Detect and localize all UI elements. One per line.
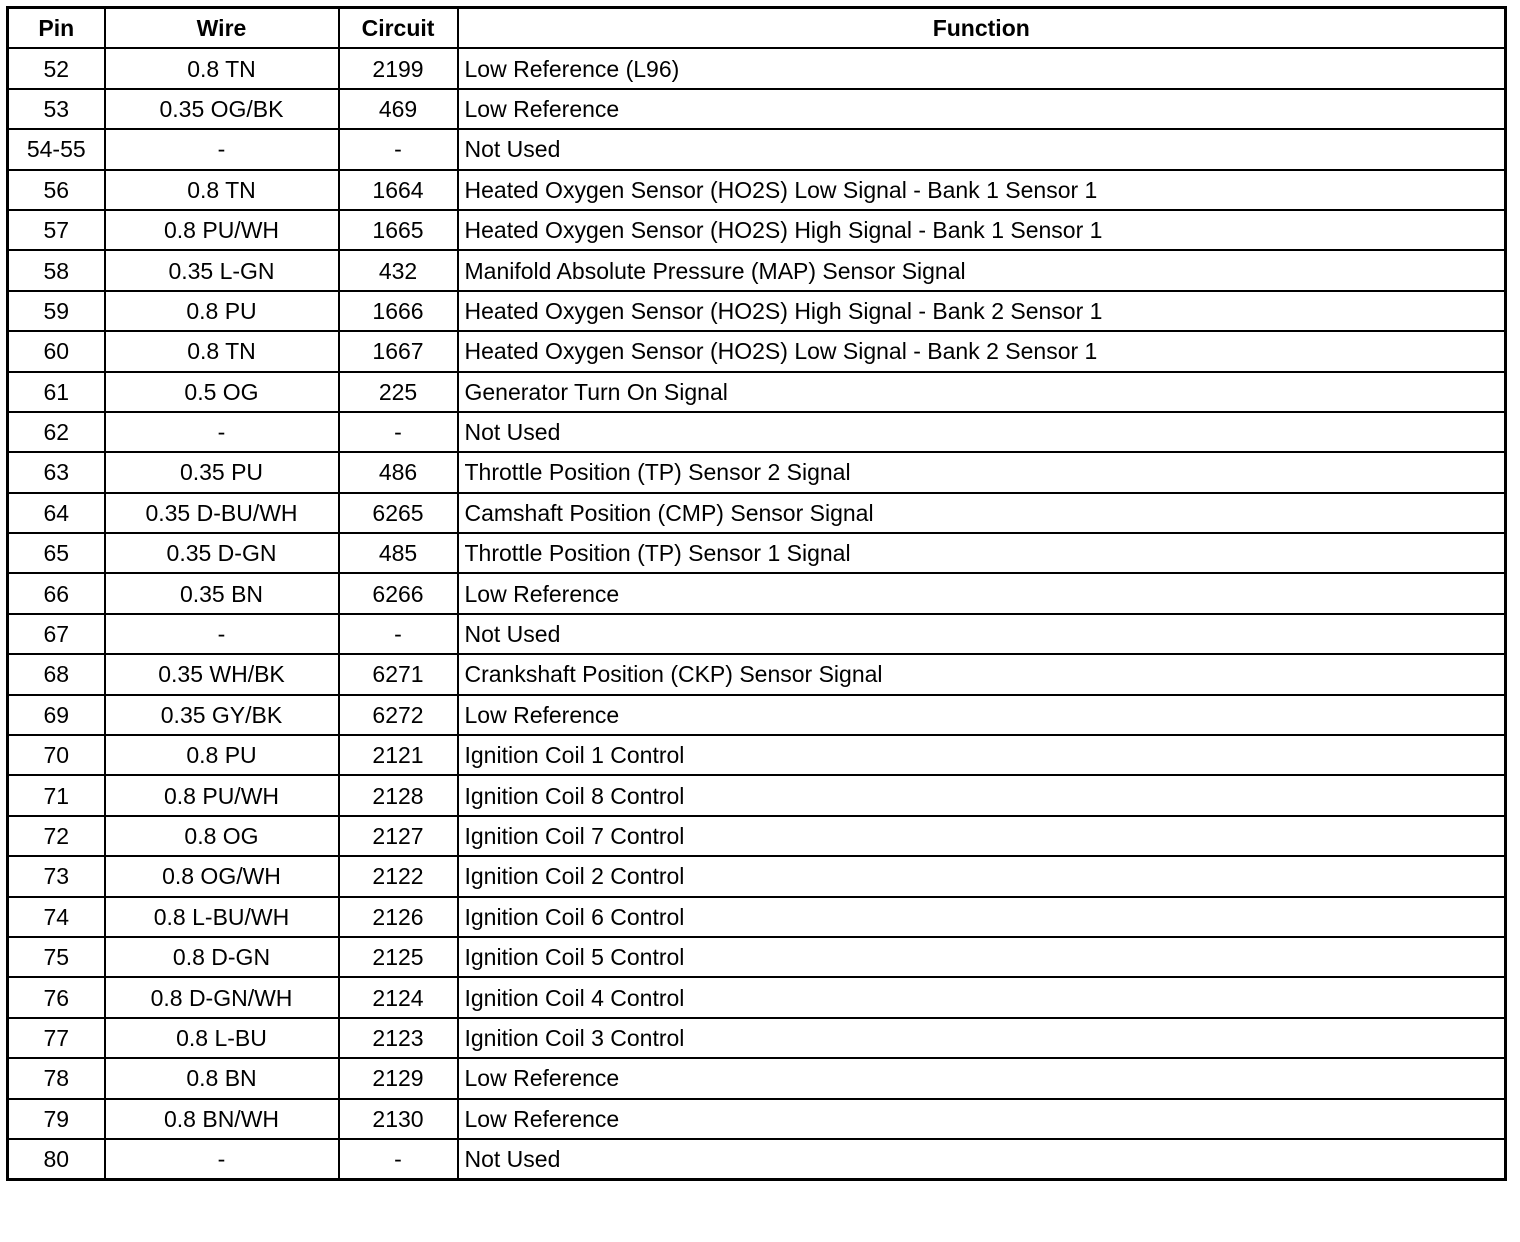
cell-circuit: - — [339, 129, 458, 169]
cell-circuit: 486 — [339, 452, 458, 492]
cell-pin: 64 — [8, 493, 105, 533]
cell-pin: 52 — [8, 48, 105, 88]
table-row — [8, 816, 1506, 856]
cell-circuit: - — [339, 1139, 458, 1180]
cell-wire: - — [105, 614, 339, 654]
table-row — [8, 452, 1506, 492]
cell-pin: 76 — [8, 977, 105, 1017]
cell-circuit: 2128 — [339, 775, 458, 815]
table-row — [8, 573, 1506, 613]
cell-function: Not Used — [458, 614, 1506, 654]
cell-function: Crankshaft Position (CKP) Sensor Signal — [458, 654, 1506, 694]
cell-circuit: 2126 — [339, 897, 458, 937]
cell-circuit: 2124 — [339, 977, 458, 1017]
table-row — [8, 372, 1506, 412]
cell-pin: 80 — [8, 1139, 105, 1180]
table-header — [8, 8, 1506, 49]
cell-pin: 72 — [8, 816, 105, 856]
cell-function: Low Reference — [458, 695, 1506, 735]
cell-function: Not Used — [458, 129, 1506, 169]
cell-circuit: 6272 — [339, 695, 458, 735]
header-function: Function — [458, 8, 1506, 49]
cell-pin: 75 — [8, 937, 105, 977]
cell-pin: 69 — [8, 695, 105, 735]
cell-function: Heated Oxygen Sensor (HO2S) Low Signal - Bank 1 Sensor 1 — [458, 170, 1506, 210]
cell-wire: 0.8 PU/WH — [105, 210, 339, 250]
cell-pin: 74 — [8, 897, 105, 937]
cell-pin: 73 — [8, 856, 105, 896]
cell-function: Ignition Coil 2 Control — [458, 856, 1506, 896]
cell-circuit: 2129 — [339, 1058, 458, 1098]
cell-wire: 0.8 L-BU — [105, 1018, 339, 1058]
cell-wire: - — [105, 1139, 339, 1180]
cell-wire: 0.35 WH/BK — [105, 654, 339, 694]
cell-circuit: 225 — [339, 372, 458, 412]
table-row — [8, 695, 1506, 735]
header-circuit: Circuit — [339, 8, 458, 49]
cell-function: Low Reference (L96) — [458, 48, 1506, 88]
cell-function: Ignition Coil 8 Control — [458, 775, 1506, 815]
cell-wire: 0.8 L-BU/WH — [105, 897, 339, 937]
cell-function: Not Used — [458, 1139, 1506, 1180]
header-row — [8, 8, 1506, 49]
cell-function: Throttle Position (TP) Sensor 2 Signal — [458, 452, 1506, 492]
cell-circuit: 2123 — [339, 1018, 458, 1058]
cell-pin: 77 — [8, 1018, 105, 1058]
header-pin: Pin — [8, 8, 105, 49]
cell-circuit: 6271 — [339, 654, 458, 694]
cell-pin: 53 — [8, 89, 105, 129]
cell-circuit: 2199 — [339, 48, 458, 88]
cell-pin: 71 — [8, 775, 105, 815]
cell-pin: 65 — [8, 533, 105, 573]
cell-wire: 0.5 OG — [105, 372, 339, 412]
cell-wire: 0.8 BN/WH — [105, 1099, 339, 1139]
cell-pin: 58 — [8, 250, 105, 290]
cell-wire: 0.35 L-GN — [105, 250, 339, 290]
table-row — [8, 291, 1506, 331]
table-row — [8, 735, 1506, 775]
table-row — [8, 1139, 1506, 1180]
cell-circuit: - — [339, 614, 458, 654]
cell-function: Manifold Absolute Pressure (MAP) Sensor Signal — [458, 250, 1506, 290]
cell-pin: 78 — [8, 1058, 105, 1098]
cell-function: Low Reference — [458, 1058, 1506, 1098]
cell-wire: 0.35 GY/BK — [105, 695, 339, 735]
cell-pin: 70 — [8, 735, 105, 775]
table-row — [8, 614, 1506, 654]
cell-wire: 0.8 OG — [105, 816, 339, 856]
table-row — [8, 331, 1506, 371]
cell-wire: 0.8 OG/WH — [105, 856, 339, 896]
cell-pin: 63 — [8, 452, 105, 492]
cell-wire: 0.35 OG/BK — [105, 89, 339, 129]
cell-pin: 67 — [8, 614, 105, 654]
cell-circuit: 432 — [339, 250, 458, 290]
cell-wire: 0.8 D-GN — [105, 937, 339, 977]
table-row — [8, 977, 1506, 1017]
cell-function: Ignition Coil 7 Control — [458, 816, 1506, 856]
table-row — [8, 937, 1506, 977]
table-row — [8, 250, 1506, 290]
cell-wire: 0.8 D-GN/WH — [105, 977, 339, 1017]
cell-function: Low Reference — [458, 1099, 1506, 1139]
table-row — [8, 89, 1506, 129]
cell-wire: 0.8 PU — [105, 291, 339, 331]
cell-wire: 0.8 PU — [105, 735, 339, 775]
cell-function: Not Used — [458, 412, 1506, 452]
cell-function: Low Reference — [458, 573, 1506, 613]
cell-pin: 54-55 — [8, 129, 105, 169]
cell-wire: - — [105, 412, 339, 452]
cell-function: Ignition Coil 3 Control — [458, 1018, 1506, 1058]
cell-wire: 0.8 TN — [105, 331, 339, 371]
cell-function: Generator Turn On Signal — [458, 372, 1506, 412]
table-body — [8, 48, 1506, 1179]
cell-pin: 61 — [8, 372, 105, 412]
table-row — [8, 210, 1506, 250]
table-row — [8, 412, 1506, 452]
cell-wire: 0.35 BN — [105, 573, 339, 613]
cell-wire: 0.8 PU/WH — [105, 775, 339, 815]
cell-function: Heated Oxygen Sensor (HO2S) High Signal - Bank 1 Sensor 1 — [458, 210, 1506, 250]
cell-circuit: 2127 — [339, 816, 458, 856]
cell-function: Throttle Position (TP) Sensor 1 Signal — [458, 533, 1506, 573]
table-row — [8, 856, 1506, 896]
table-row — [8, 775, 1506, 815]
cell-circuit: 469 — [339, 89, 458, 129]
cell-function: Ignition Coil 4 Control — [458, 977, 1506, 1017]
cell-circuit: 2122 — [339, 856, 458, 896]
cell-wire: 0.35 PU — [105, 452, 339, 492]
cell-pin: 66 — [8, 573, 105, 613]
cell-wire: 0.8 TN — [105, 48, 339, 88]
cell-function: Camshaft Position (CMP) Sensor Signal — [458, 493, 1506, 533]
cell-function: Heated Oxygen Sensor (HO2S) Low Signal - Bank 2 Sensor 1 — [458, 331, 1506, 371]
cell-wire: - — [105, 129, 339, 169]
cell-circuit: 1664 — [339, 170, 458, 210]
cell-wire: 0.8 BN — [105, 1058, 339, 1098]
cell-circuit: 1667 — [339, 331, 458, 371]
cell-pin: 79 — [8, 1099, 105, 1139]
table-row — [8, 533, 1506, 573]
header-wire: Wire — [105, 8, 339, 49]
table-row — [8, 1018, 1506, 1058]
cell-circuit: - — [339, 412, 458, 452]
cell-pin: 57 — [8, 210, 105, 250]
table-row — [8, 897, 1506, 937]
table-row — [8, 129, 1506, 169]
cell-pin: 56 — [8, 170, 105, 210]
table-row — [8, 1099, 1506, 1139]
cell-function: Low Reference — [458, 89, 1506, 129]
cell-circuit: 2121 — [339, 735, 458, 775]
table-row — [8, 493, 1506, 533]
cell-circuit: 6265 — [339, 493, 458, 533]
cell-circuit: 6266 — [339, 573, 458, 613]
cell-circuit: 485 — [339, 533, 458, 573]
cell-wire: 0.8 TN — [105, 170, 339, 210]
cell-wire: 0.35 D-GN — [105, 533, 339, 573]
cell-circuit: 2125 — [339, 937, 458, 977]
table-row — [8, 654, 1506, 694]
cell-function: Heated Oxygen Sensor (HO2S) High Signal - Bank 2 Sensor 1 — [458, 291, 1506, 331]
cell-wire: 0.35 D-BU/WH — [105, 493, 339, 533]
pinout-table — [6, 6, 1507, 1181]
cell-circuit: 1665 — [339, 210, 458, 250]
cell-pin: 62 — [8, 412, 105, 452]
cell-function: Ignition Coil 1 Control — [458, 735, 1506, 775]
table-row — [8, 1058, 1506, 1098]
cell-pin: 68 — [8, 654, 105, 694]
cell-circuit: 1666 — [339, 291, 458, 331]
cell-function: Ignition Coil 6 Control — [458, 897, 1506, 937]
cell-function: Ignition Coil 5 Control — [458, 937, 1506, 977]
cell-circuit: 2130 — [339, 1099, 458, 1139]
table-row — [8, 170, 1506, 210]
cell-pin: 60 — [8, 331, 105, 371]
cell-pin: 59 — [8, 291, 105, 331]
table-row — [8, 48, 1506, 88]
